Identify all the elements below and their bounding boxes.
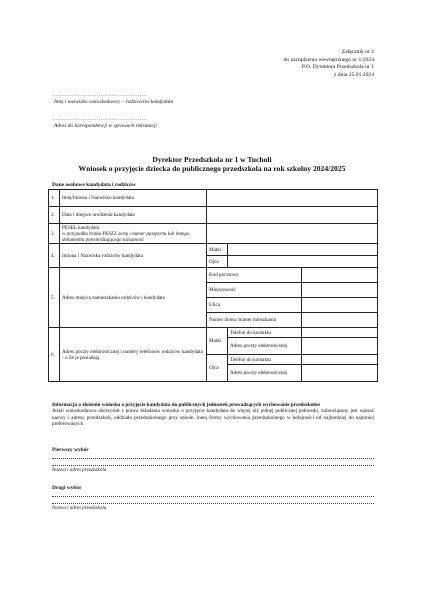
table-row — [49, 268, 378, 283]
pesel-note: w przypadku braku PESEL serię i numer paszportu lub innego dokumentu potwierdzającego tożsamość — [62, 230, 190, 243]
postcode-field[interactable] — [302, 268, 378, 283]
father-name-field[interactable] — [228, 256, 378, 268]
row-number: 6. — [49, 328, 60, 382]
row-number: 4. — [49, 244, 60, 268]
mother-phone-label: Telefon do kontaktu — [228, 328, 302, 338]
mother-email-field[interactable] — [302, 338, 378, 355]
mother-name-field[interactable] — [228, 244, 378, 256]
pesel-label: PESEL kandydata — [62, 224, 100, 231]
birth-date-label: Data i miejsce urodzenia kandydata — [60, 207, 207, 224]
first-choice-line-2[interactable] — [52, 465, 374, 466]
second-choice-caption: Nazwa i adres przedszkola — [52, 505, 107, 511]
row-number: 3. — [49, 224, 60, 244]
postcode-label: Kod pocztowy — [207, 268, 302, 283]
applicant-address-caption: Adres do korespondencji w sprawach rekrutacji — [54, 123, 157, 129]
contact-label: Adres poczty elektronicznej i numery telefonów rodziców kandydata - o ile je posiadają — [60, 328, 207, 382]
mother-email-label: Adres poczty elektronicznej — [228, 338, 302, 355]
table-row — [49, 224, 378, 244]
attachment-order: do zarządzenia wewnętrznego nr 1/2024 — [283, 56, 374, 63]
mother-contact-label: Matki — [207, 328, 228, 355]
applicant-name-block — [52, 92, 173, 106]
father-email-field[interactable] — [302, 365, 378, 382]
street-field[interactable] — [302, 298, 378, 313]
application-title: Wniosek o przyjęcie dziecka do publicznego przedszkola na rok szkolny 2024/2025 — [78, 164, 346, 173]
table-row — [49, 328, 378, 338]
house-number-label: Numer domu /numer mieszkania — [207, 313, 302, 328]
table-row — [49, 190, 378, 207]
attachment-director: P.O. Dyrektora Przedszkola nr 1 — [301, 64, 374, 71]
candidate-name-label: Imię/Imiona i Nazwisko kandydata — [60, 190, 207, 207]
attachment-date: z dnia 25.01.2024 — [333, 71, 374, 78]
father-email-label: Adres poczty elektronicznej — [228, 365, 302, 382]
pesel-field[interactable] — [207, 224, 378, 244]
director-heading: Dyrektor Przedszkola nr 1 w Tucholi — [152, 155, 272, 164]
father-label: Ojca — [207, 256, 228, 268]
mother-phone-field[interactable] — [302, 328, 378, 338]
table-row — [49, 244, 378, 256]
candidate-name-field[interactable] — [207, 190, 378, 207]
first-choice-label: Pierwszy wybór — [52, 447, 89, 453]
street-label: Ulica — [207, 298, 302, 313]
info-body: Jeżeli wnioskodawca skorzystał z prawa składania wniosku o przyjęcie kandydata do więcej niż jednej publicznej jednostki, zobowiązany jest wpisać nazwy i adresy przedszkoli, oddziału przedszkolnego przy szkole, innej formy wychowania przedszkolnego w kolejności od najbardziej do najmniej preferowanych — [52, 408, 374, 428]
info-block — [52, 402, 374, 428]
city-field[interactable] — [302, 283, 378, 298]
first-choice-line-1[interactable] — [52, 458, 374, 459]
residence-address-label: Adres miejsca zamieszkania rodziców i kandydata — [60, 268, 207, 328]
table-row — [49, 207, 378, 224]
city-label: Miejscowość — [207, 283, 302, 298]
row-number: 2. — [49, 207, 60, 224]
second-choice-line-1[interactable] — [52, 496, 374, 497]
applicant-name-caption: Imię i nazwisko wnioskodawcy – rodzica/ów kandydata — [54, 99, 174, 105]
applicant-address-dots: …………………………………………… — [52, 116, 148, 122]
attachment-number: Załącznik nr 2 — [341, 49, 374, 55]
parents-names-label: Imiona i Nazwiska rodziców kandydata — [60, 244, 207, 268]
house-number-field[interactable] — [302, 313, 378, 328]
applicant-name-dots: …………………………………………… — [52, 92, 148, 98]
father-phone-field[interactable] — [302, 355, 378, 365]
attachment-note — [214, 49, 374, 79]
info-heading: Informacja o złożeniu wniosku o przyjęcie kandydata do publicznych jednostek prowadzących wychowanie przedszkolne — [52, 402, 320, 408]
section-label: Dane osobowe kandydata i rodziców — [52, 182, 136, 188]
mother-label: Matki — [207, 244, 228, 256]
applicant-address-block — [52, 116, 157, 130]
first-choice-caption: Nazwa i adres przedszkola — [52, 467, 107, 473]
second-choice-label: Drugi wybór — [52, 485, 82, 491]
pesel-cell — [60, 224, 207, 244]
father-contact-label: Ojca — [207, 355, 228, 382]
birth-date-field[interactable] — [207, 207, 378, 224]
row-number: 1. — [49, 190, 60, 207]
father-phone-label: Telefon do kontaktu — [228, 355, 302, 365]
candidate-form-table — [48, 189, 378, 382]
row-number: 5. — [49, 268, 60, 328]
second-choice-line-2[interactable] — [52, 503, 374, 504]
